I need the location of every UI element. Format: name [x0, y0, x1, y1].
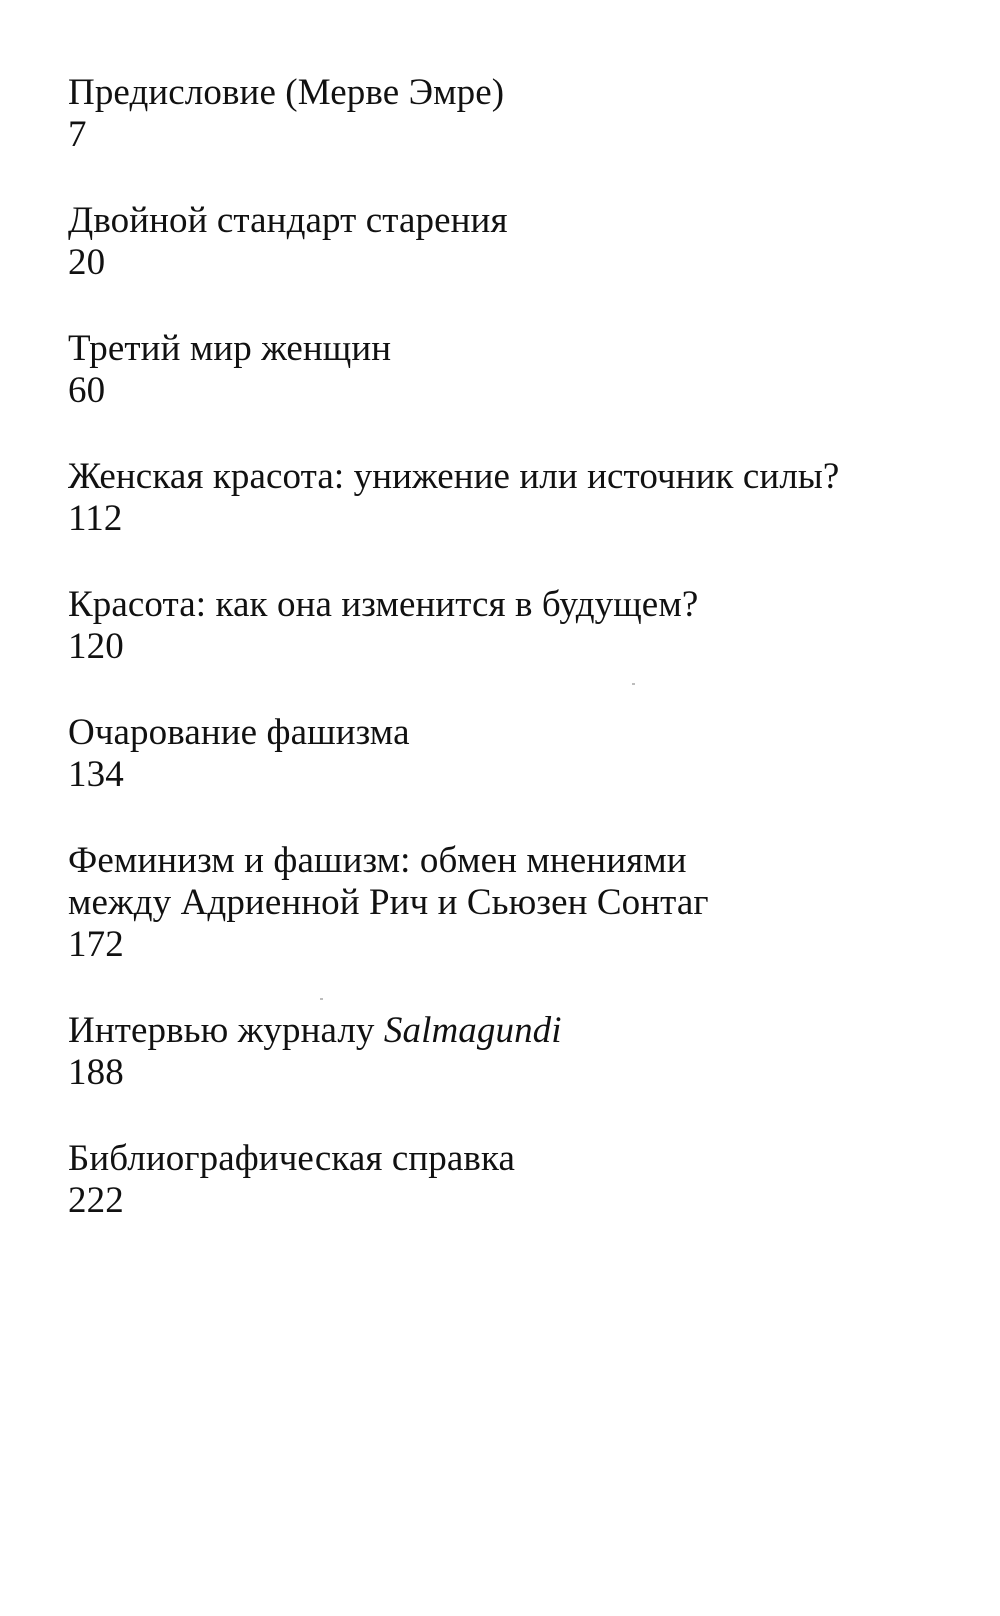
toc-entry-fascinating-fascism [68, 712, 968, 796]
toc-title-line-1: Феминизм и фашизм: обмен мнениями [68, 840, 687, 881]
toc-page-number: 222 [68, 1180, 124, 1221]
toc-title: Двойной стандарт старения [68, 200, 508, 241]
toc-title-italic: Salmagundi [383, 1010, 562, 1051]
toc-page-number: 60 [68, 370, 106, 411]
toc-entry-feminism-fascism [68, 840, 968, 966]
toc-page-number: 134 [68, 754, 124, 795]
toc-title [68, 1010, 968, 1052]
scan-speck [320, 998, 323, 1000]
toc-page-number: 120 [68, 626, 124, 667]
toc-title: Предисловие (Мерве Эмре) [68, 72, 505, 113]
scan-speck [632, 683, 635, 685]
toc-entry-beauty-future [68, 584, 968, 668]
toc-page-number: 112 [68, 498, 123, 539]
toc-page-number: 172 [68, 924, 124, 965]
toc-page-number: 20 [68, 242, 106, 283]
toc-title: Очарование фашизма [68, 712, 410, 753]
toc-title: Библиографическая справка [68, 1138, 516, 1179]
toc-title: Женская красота: унижение или источник силы? [68, 456, 840, 497]
toc-entry-double-standard [68, 200, 968, 284]
toc-entry-bibliography [68, 1138, 968, 1222]
toc-entry-third-world [68, 328, 968, 412]
toc-entry-preface [68, 72, 968, 156]
toc-title: Третий мир женщин [68, 328, 392, 369]
toc-title-prefix: Интервью журналу [68, 1010, 384, 1051]
toc-entry-interview [68, 1010, 968, 1094]
toc-title-line-2: между Адриенной Рич и Сьюзен Сонтаг [68, 882, 709, 923]
toc-entry-female-beauty [68, 456, 968, 540]
toc-page-number: 7 [68, 114, 87, 155]
toc-page-number: 188 [68, 1052, 124, 1093]
toc-title: Красота: как она изменится в будущем? [68, 584, 699, 625]
